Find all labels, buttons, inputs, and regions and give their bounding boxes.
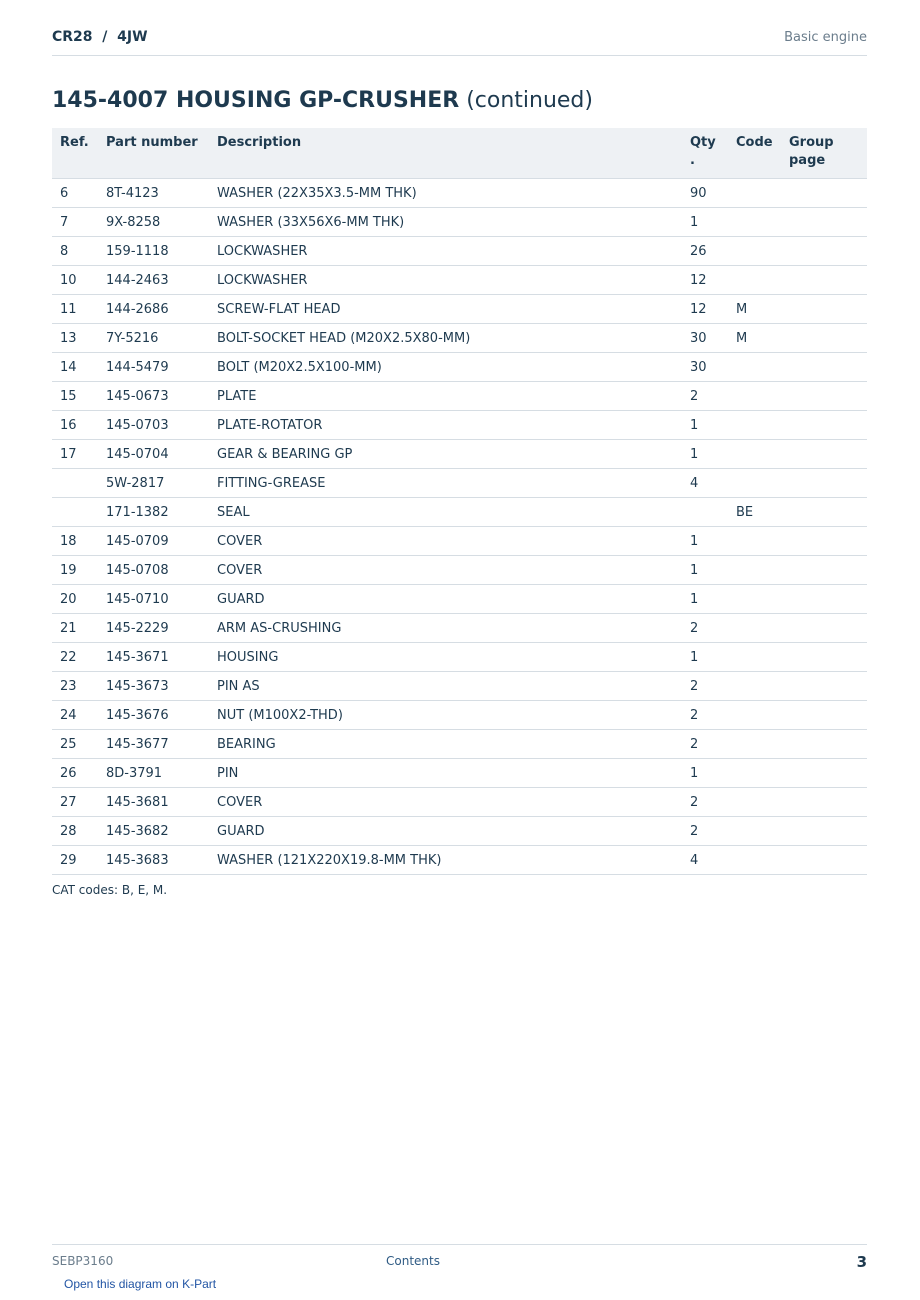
cell-qty: 4 — [682, 846, 728, 875]
cell-qty: 2 — [682, 614, 728, 643]
section-name: Basic engine — [784, 30, 867, 45]
table-row — [52, 846, 867, 875]
cell-qty: 1 — [682, 585, 728, 614]
cell-part-number: 145-2229 — [98, 614, 209, 643]
cell-part-number: 145-0710 — [98, 585, 209, 614]
cell-group-page — [781, 846, 867, 875]
machine-model: CR28 / 4JW — [52, 29, 148, 45]
cat-codes-note: CAT codes: B, E, M. — [52, 883, 168, 897]
cell-code — [728, 788, 781, 817]
cell-qty: 1 — [682, 440, 728, 469]
cell-description: PIN — [209, 759, 682, 788]
cell-qty: 1 — [682, 759, 728, 788]
page-header — [52, 28, 867, 56]
cell-part-number: 5W-2817 — [98, 469, 209, 498]
cell-ref: 27 — [52, 788, 98, 817]
cell-description: HOUSING — [209, 643, 682, 672]
contents-link[interactable]: Contents — [386, 1254, 440, 1268]
cell-group-page — [781, 730, 867, 759]
cell-ref: 15 — [52, 382, 98, 411]
cell-code — [728, 266, 781, 295]
cell-code — [728, 469, 781, 498]
cell-qty: 2 — [682, 817, 728, 846]
cell-qty: 12 — [682, 266, 728, 295]
continued-label: (continued) — [466, 88, 593, 113]
cell-ref — [52, 469, 98, 498]
cell-code — [728, 585, 781, 614]
col-group-page: Group page — [781, 128, 867, 179]
parts-table-header — [52, 128, 867, 179]
cell-ref: 24 — [52, 701, 98, 730]
page-footer — [52, 1244, 867, 1275]
cell-description: COVER — [209, 556, 682, 585]
cell-qty: 30 — [682, 324, 728, 353]
cell-code — [728, 556, 781, 585]
cell-description: BOLT-SOCKET HEAD (M20X2.5X80-MM) — [209, 324, 682, 353]
cell-ref: 16 — [52, 411, 98, 440]
cell-part-number: 145-0709 — [98, 527, 209, 556]
cell-description: SCREW-FLAT HEAD — [209, 295, 682, 324]
table-row — [52, 614, 867, 643]
cell-description: WASHER (33X56X6-MM THK) — [209, 208, 682, 237]
cell-group-page — [781, 266, 867, 295]
cell-ref: 25 — [52, 730, 98, 759]
cell-part-number: 145-0703 — [98, 411, 209, 440]
cell-part-number: 145-3677 — [98, 730, 209, 759]
cell-group-page — [781, 817, 867, 846]
cell-group-page — [781, 672, 867, 701]
cell-qty: 2 — [682, 788, 728, 817]
cell-ref: 20 — [52, 585, 98, 614]
table-row — [52, 701, 867, 730]
col-part-number: Part number — [98, 128, 209, 179]
cell-group-page — [781, 527, 867, 556]
table-row — [52, 353, 867, 382]
cell-ref: 10 — [52, 266, 98, 295]
cell-group-page — [781, 382, 867, 411]
cell-group-page — [781, 614, 867, 643]
cell-part-number: 144-2686 — [98, 295, 209, 324]
parts-table-body — [52, 179, 867, 875]
table-row — [52, 469, 867, 498]
table-row — [52, 266, 867, 295]
cell-part-number: 9X-8258 — [98, 208, 209, 237]
cell-part-number: 144-5479 — [98, 353, 209, 382]
cell-group-page — [781, 498, 867, 527]
cell-qty: 1 — [682, 556, 728, 585]
cell-description: GUARD — [209, 817, 682, 846]
cell-group-page — [781, 237, 867, 266]
cell-code: BE — [728, 498, 781, 527]
cell-qty: 2 — [682, 701, 728, 730]
cell-description: COVER — [209, 527, 682, 556]
table-row — [52, 179, 867, 208]
cell-part-number: 145-0708 — [98, 556, 209, 585]
cell-description: BEARING — [209, 730, 682, 759]
cell-code — [728, 701, 781, 730]
cell-description: LOCKWASHER — [209, 237, 682, 266]
table-row — [52, 324, 867, 353]
table-row — [52, 759, 867, 788]
cell-qty: 1 — [682, 527, 728, 556]
cell-part-number: 145-3681 — [98, 788, 209, 817]
cell-ref: 11 — [52, 295, 98, 324]
cell-group-page — [781, 324, 867, 353]
cell-qty: 1 — [682, 411, 728, 440]
cell-code: M — [728, 295, 781, 324]
cell-description: NUT (M100X2-THD) — [209, 701, 682, 730]
table-row — [52, 672, 867, 701]
table-row — [52, 817, 867, 846]
cell-description: LOCKWASHER — [209, 266, 682, 295]
cell-code — [728, 179, 781, 208]
cell-code — [728, 672, 781, 701]
cell-ref: 14 — [52, 353, 98, 382]
table-row — [52, 556, 867, 585]
cell-part-number: 7Y-5216 — [98, 324, 209, 353]
cell-ref: 19 — [52, 556, 98, 585]
cell-description: SEAL — [209, 498, 682, 527]
cell-group-page — [781, 701, 867, 730]
cell-group-page — [781, 585, 867, 614]
cell-ref: 7 — [52, 208, 98, 237]
cell-group-page — [781, 353, 867, 382]
page-number: 3 — [856, 1253, 867, 1271]
col-qty: Qty . — [682, 128, 728, 179]
table-row — [52, 498, 867, 527]
document-id: SEBP3160 — [52, 1254, 114, 1268]
cell-ref: 18 — [52, 527, 98, 556]
cell-part-number: 8D-3791 — [98, 759, 209, 788]
table-row — [52, 208, 867, 237]
table-row — [52, 411, 867, 440]
cell-description: ARM AS-CRUSHING — [209, 614, 682, 643]
cell-ref: 29 — [52, 846, 98, 875]
cell-description: FITTING-GREASE — [209, 469, 682, 498]
cell-qty: 1 — [682, 208, 728, 237]
cell-ref: 22 — [52, 643, 98, 672]
cell-ref: 28 — [52, 817, 98, 846]
cell-code: M — [728, 324, 781, 353]
cell-part-number: 171-1382 — [98, 498, 209, 527]
cell-description: PIN AS — [209, 672, 682, 701]
cell-description: WASHER (22X35X3.5-MM THK) — [209, 179, 682, 208]
cell-ref — [52, 498, 98, 527]
cell-description: COVER — [209, 788, 682, 817]
cell-qty: 2 — [682, 730, 728, 759]
cell-description: PLATE — [209, 382, 682, 411]
cell-code — [728, 846, 781, 875]
cell-code — [728, 614, 781, 643]
cell-qty — [682, 498, 728, 527]
cell-qty: 90 — [682, 179, 728, 208]
cell-code — [728, 411, 781, 440]
cell-code — [728, 382, 781, 411]
cell-qty: 4 — [682, 469, 728, 498]
cell-code — [728, 730, 781, 759]
cell-code — [728, 353, 781, 382]
cell-part-number: 145-3676 — [98, 701, 209, 730]
cell-code — [728, 440, 781, 469]
cell-qty: 26 — [682, 237, 728, 266]
cell-part-number: 145-0704 — [98, 440, 209, 469]
cell-part-number: 8T-4123 — [98, 179, 209, 208]
cell-group-page — [781, 179, 867, 208]
cell-ref: 23 — [52, 672, 98, 701]
col-code: Code — [728, 128, 781, 179]
cell-group-page — [781, 440, 867, 469]
assembly-title: 145-4007 HOUSING GP-CRUSHER — [52, 88, 460, 113]
cell-qty: 30 — [682, 353, 728, 382]
cell-description: BOLT (M20X2.5X100-MM) — [209, 353, 682, 382]
cell-ref: 13 — [52, 324, 98, 353]
cell-group-page — [781, 643, 867, 672]
cell-group-page — [781, 788, 867, 817]
table-row — [52, 382, 867, 411]
table-row — [52, 527, 867, 556]
cell-code — [728, 208, 781, 237]
cell-code — [728, 237, 781, 266]
cell-description: GUARD — [209, 585, 682, 614]
cell-part-number: 145-0673 — [98, 382, 209, 411]
cell-part-number: 144-2463 — [98, 266, 209, 295]
cell-group-page — [781, 469, 867, 498]
cell-part-number: 145-3682 — [98, 817, 209, 846]
cell-code — [728, 527, 781, 556]
cell-group-page — [781, 295, 867, 324]
open-diagram-kpart-link[interactable]: Open this diagram on K-Part — [64, 1277, 217, 1291]
table-row — [52, 788, 867, 817]
cell-ref: 6 — [52, 179, 98, 208]
cell-code — [728, 759, 781, 788]
cell-qty: 2 — [682, 382, 728, 411]
cell-code — [728, 817, 781, 846]
parts-table — [52, 128, 867, 875]
cell-description: GEAR & BEARING GP — [209, 440, 682, 469]
cell-ref: 21 — [52, 614, 98, 643]
cell-ref: 8 — [52, 237, 98, 266]
cell-part-number: 145-3673 — [98, 672, 209, 701]
table-row — [52, 585, 867, 614]
table-row — [52, 440, 867, 469]
cell-group-page — [781, 411, 867, 440]
col-ref: Ref. — [52, 128, 98, 179]
table-row — [52, 237, 867, 266]
cell-qty: 1 — [682, 643, 728, 672]
cell-qty: 12 — [682, 295, 728, 324]
cell-group-page — [781, 208, 867, 237]
page-title — [52, 88, 593, 113]
cell-code — [728, 643, 781, 672]
cell-group-page — [781, 556, 867, 585]
cell-qty: 2 — [682, 672, 728, 701]
cell-group-page — [781, 759, 867, 788]
table-row — [52, 295, 867, 324]
table-row — [52, 643, 867, 672]
cell-ref: 17 — [52, 440, 98, 469]
cell-ref: 26 — [52, 759, 98, 788]
col-description: Description — [209, 128, 682, 179]
cell-part-number: 159-1118 — [98, 237, 209, 266]
cell-description: PLATE-ROTATOR — [209, 411, 682, 440]
cell-description: WASHER (121X220X19.8-MM THK) — [209, 846, 682, 875]
cell-part-number: 145-3671 — [98, 643, 209, 672]
table-row — [52, 730, 867, 759]
cell-part-number: 145-3683 — [98, 846, 209, 875]
